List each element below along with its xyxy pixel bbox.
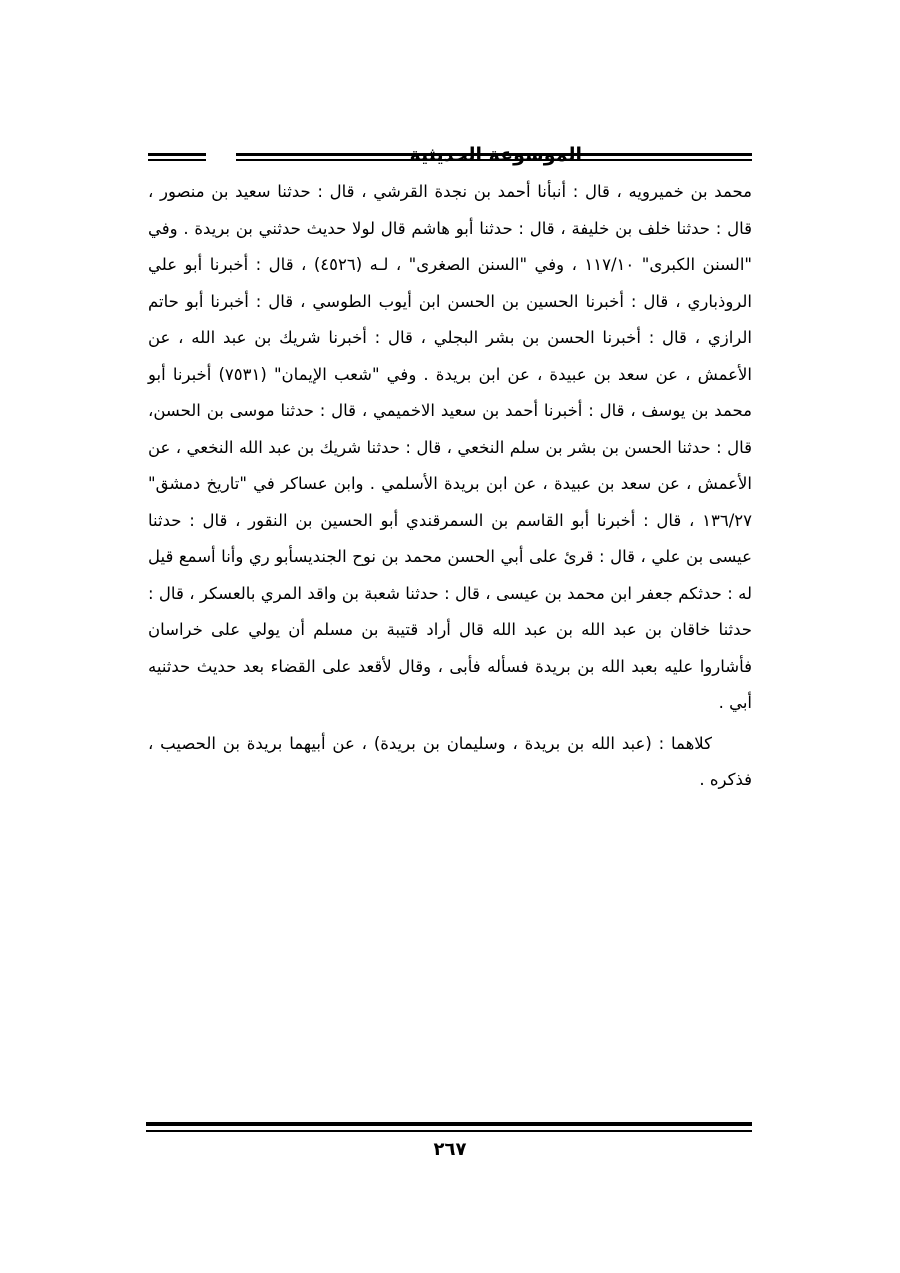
page-header-title: الموسوعة الحديثية: [409, 144, 582, 166]
footer-rule-top: [146, 1122, 752, 1126]
header-rule-short-bottom: [148, 159, 206, 161]
header-rule-long-bottom: [236, 159, 752, 161]
header-rule-short-top: [148, 153, 206, 156]
page-body: [148, 174, 752, 799]
body-paragraph-1: محمد بن خميرويه ، قال : أنبأنا أحمد بن نجدة القرشي ، قال : حدثنا سعيد بن منصور ، قال : حدثنا خلف بن خليفة ، قال : حدثنا أبو هاشم قال لولا حديث حدثني بن بريدة . وفي "السنن الكبرى" ١١٧/١٠ ، وفي "السنن الصغرى" ، لـه (٤٥٢٦) ، قال : أخبرنا أبو علي الروذباري ، قال : أخبرنا الحسين بن الحسن ابن أيوب الطوسي ، قال : أخبرنا أبو حاتم الرازي ، قال : أخبرنا الحسن بن بشر البجلي ، قال : أخبرنا شريك بن عبد الله ، عن الأعمش ، عن سعد بن عبيدة ، عن ابن بريدة . وفي "شعب الإيمان" (٧٥٣١) أخبرنا أبو محمد بن يوسف ، قال : أخبرنا أحمد بن سعيد الاخميمي ، قال : حدثنا موسى بن الحسن، قال : حدثنا الحسن بن بشر بن سلم النخعي ، قال : حدثنا شريك بن عبد الله النخعي ، عن الأعمش ، عن سعد بن عبيدة ، عن ابن بريدة الأسلمي . وابن عساكر في "تاريخ دمشق" ١٣٦/٢٧ ، قال : أخبرنا أبو القاسم بن السمرقندي أبو الحسين بن النقور ، قال : حدثنا عيسى بن علي ، قال : قرئ على أبي الحسن محمد بن نوح الجنديسأبو ري وأنا أسمع قيل له : حدثكم جعفر ابن محمد بن عيسى ، قال : حدثنا شعبة بن واقد المري بالعسكر ، قال : حدثنا خاقان بن عبد الله بن عبد الله قال أراد قتيبة بن مسلم أن يولي على خراسان فأشاروا عليه بعبد الله بن بريدة فسأله فأبى ، وقال لأقعد على القضاء بعد حديث حدثنيه أبي .: [148, 182, 752, 712]
footer-rule-bottom: [146, 1130, 752, 1132]
page-number: ٢٦٧: [433, 1139, 467, 1160]
header-rule-long-top: [236, 153, 752, 156]
body-paragraph-2: كلاهما : (عبد الله بن بريدة ، وسليمان بن بريدة) ، عن أبيهما بريدة بن الحصيب ، فذكره .: [148, 733, 752, 789]
